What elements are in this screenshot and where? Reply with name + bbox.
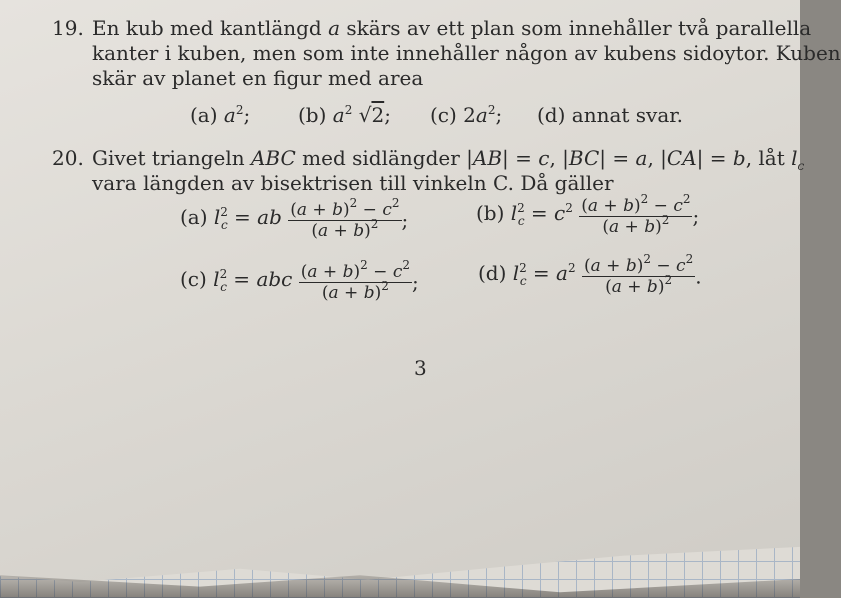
- q20-option-c: (c) $l^2_c$ = abc $\frac{(a + b)^2 - c^2}{(a + b)^2}$ ;: [180, 258, 419, 303]
- q20-line2: vara längden av bisektrisen till vinkeln C. Då gäller: [92, 171, 614, 195]
- q19-line3: skär av planet en figur med area: [92, 66, 424, 90]
- q19-line1: En kub med kantlängd a skärs av ett plan som innehåller två parallella: [92, 16, 812, 40]
- page-number: 3: [414, 356, 427, 380]
- q20-option-a: (a) $l^2_c$ = ab $\frac{(a + b)^2 - c^2}{(a + b)^2}$ ;: [180, 196, 409, 241]
- q20-option-b: (b) $l^2_c = c^2$ $\frac{(a + b)^2 - c^2}{(a + b)^2}$ ;: [476, 192, 700, 237]
- q19-option-c: (c) $2a^2$;: [430, 103, 503, 127]
- q19-option-a: (a) $a^2$;: [190, 103, 251, 127]
- q20-line1: Givet triangeln ABC med sidlängder |AB| = c, |BC| = a, |CA| = b, låt $l_c$: [92, 146, 805, 173]
- q19-number: 19.: [52, 16, 84, 40]
- q19-option-d: (d) annat svar.: [537, 103, 683, 127]
- q20-option-d: (d) $l^2_c = a^2$ $\frac{(a + b)^2 - c^2}{(a + b)^2}$ .: [478, 252, 702, 297]
- q19-line2: kanter i kuben, men som inte innehåller någon av kubens sidoytor. Kuben: [92, 41, 841, 65]
- q20-number: 20.: [52, 146, 84, 170]
- q19-option-b: (b) $a^2$ √2;: [298, 103, 391, 127]
